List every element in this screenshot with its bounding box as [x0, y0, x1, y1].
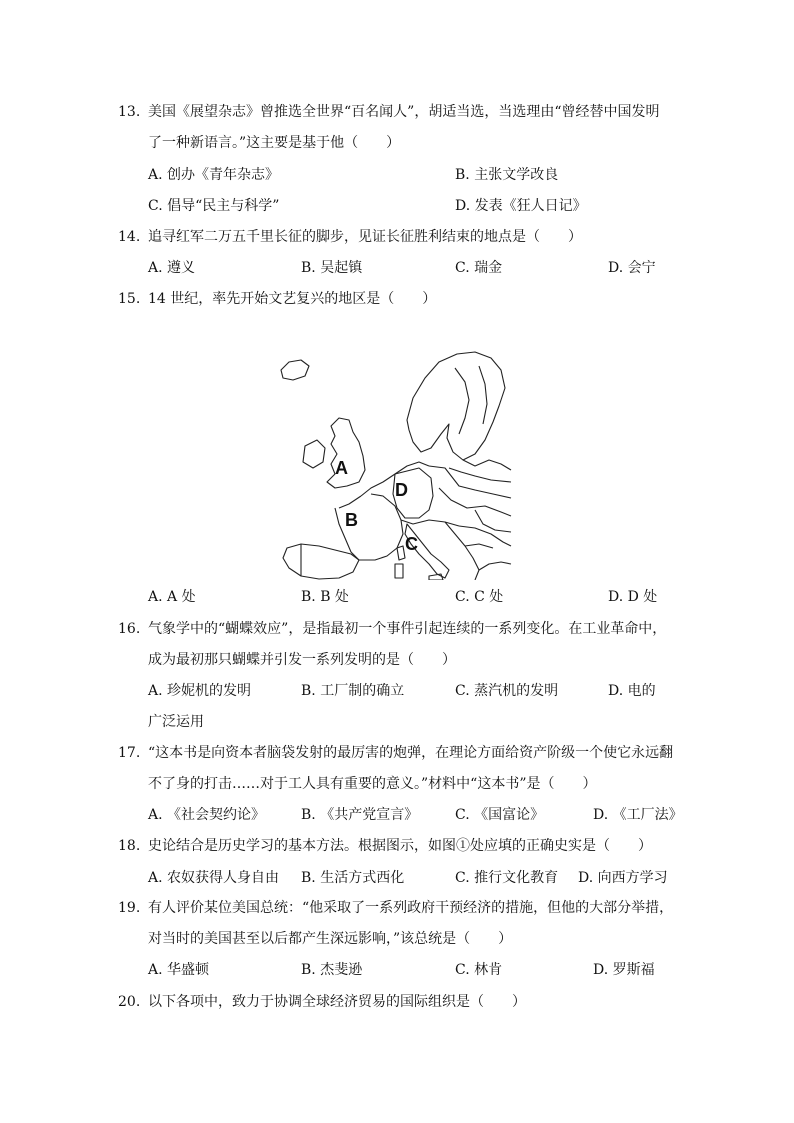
q18-option-b: B. 生活方式西化	[301, 870, 405, 886]
q19-option-b: B. 杰斐逊	[301, 962, 363, 978]
q14-option-b: B. 吴起镇	[301, 260, 363, 276]
q14-number: 14.	[118, 229, 141, 245]
q15-option-b: B. B 处	[301, 589, 349, 605]
q16-stem-line2: 成为最初那只蝴蝶并引发一系列发明的是（ ）	[148, 652, 456, 668]
q13-number: 13.	[118, 104, 141, 120]
q18-option-c: C. 推行文化教育	[455, 870, 559, 886]
q19-stem-line2: 对当时的美国甚至以后都产生深远影响，”该总统是（ ）	[148, 931, 513, 947]
q20-stem: 以下各项中，致力于协调全球经济贸易的国际组织是（ ）	[148, 994, 526, 1010]
q13-option-c: C. 倡导“民主与科学”	[148, 198, 280, 214]
q16-option-a: A. 珍妮机的发明	[148, 683, 252, 699]
q14-option-d: D. 会宁	[608, 260, 656, 276]
map-label-a: A	[335, 458, 348, 478]
q20-number: 20.	[118, 994, 141, 1010]
q17-stem-line2: 不了身的打击……对于工人具有重要的意义。”材料中“这本书”是（ ）	[148, 776, 597, 792]
q16-option-d: D. 电的	[608, 683, 656, 699]
q14-option-a: A. 遵义	[148, 260, 196, 276]
q13-option-b: B. 主张文学改良	[455, 167, 559, 183]
europe-map	[279, 348, 512, 580]
q16-number: 16.	[118, 621, 141, 637]
q15-number: 15.	[118, 291, 141, 307]
q18-number: 18.	[118, 838, 141, 854]
q16-stem-line1: 气象学中的“蝴蝶效应”，是指最初一个事件引起连续的一系列变化。在工业革命中，	[148, 621, 667, 637]
q18-option-a: A. 农奴获得人身自由	[148, 870, 280, 886]
q13-stem-line1: 美国《展望杂志》曾推选全世界“百名闻人”，胡适当选，当选理由“曾经替中国发明	[148, 104, 660, 120]
q13-option-d: D. 发表《狂人日记》	[455, 198, 587, 214]
q17-option-d: D. 《工厂法》	[593, 807, 683, 823]
map-label-d: D	[395, 480, 408, 500]
q13-option-a: A. 创办《青年杂志》	[148, 167, 280, 183]
q16-option-b: B. 工厂制的确立	[301, 683, 405, 699]
q15-option-d: D. D 处	[608, 589, 658, 605]
q17-option-c: C. 《国富论》	[455, 807, 545, 823]
q14-stem: 追寻红军二万五千里长征的脚步，见证长征胜利结束的地点是（ ）	[148, 229, 582, 245]
q19-option-d: D. 罗斯福	[593, 962, 655, 978]
q13-stem-line2: 了一种新语言。”这主要是基于他（ ）	[148, 135, 401, 151]
q18-stem: 史论结合是历史学习的基本方法。根据图示，如图①处应填的正确史实是（ ）	[148, 838, 652, 854]
q16-option-d-continued: 广泛运用	[148, 714, 204, 730]
q19-stem-line1: 有人评价某位美国总统：“他采取了一系列政府干预经济的措施，但他的大部分举措，	[148, 900, 674, 916]
q19-option-a: A. 华盛顿	[148, 962, 210, 978]
q15-option-c: C. C 处	[455, 589, 504, 605]
q17-option-a: A. 《社会契约论》	[148, 807, 266, 823]
q15-stem: 14 世纪，率先开始文艺复兴的地区是（ ）	[148, 291, 437, 307]
map-label-b: B	[345, 510, 358, 530]
q19-number: 19.	[118, 900, 141, 916]
q15-option-a: A. A 处	[148, 589, 196, 605]
map-label-c: C	[405, 534, 418, 554]
q17-number: 17.	[118, 745, 141, 761]
q18-option-d: D. 向西方学习	[578, 870, 668, 886]
q17-stem-line1: “这本书是向资本者脑袋发射的最厉害的炮弹，在理论方面给资产阶级一个使它永远翻	[148, 745, 674, 761]
q14-option-c: C. 瑞金	[455, 260, 503, 276]
q19-option-c: C. 林肯	[455, 962, 503, 978]
q17-option-b: B. 《共产党宣言》	[301, 807, 419, 823]
q16-option-c: C. 蒸汽机的发明	[455, 683, 559, 699]
